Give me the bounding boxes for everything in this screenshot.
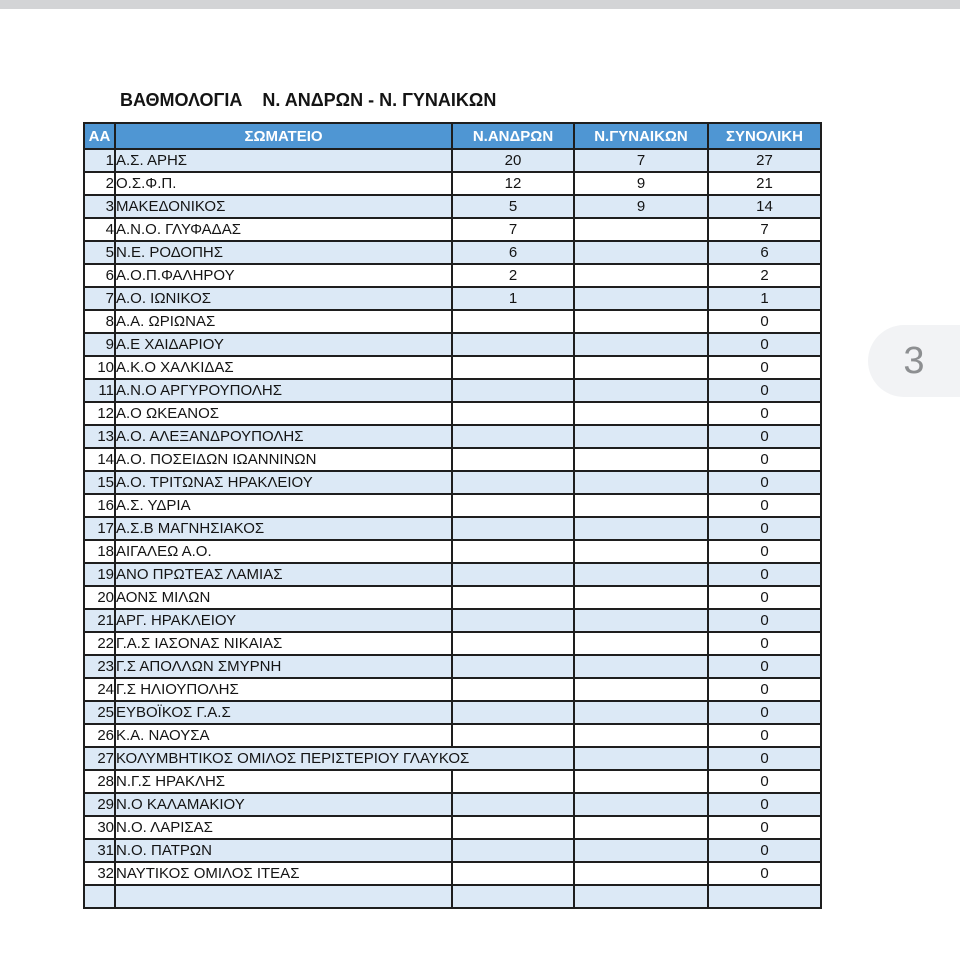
total-points-cell: 0 (708, 310, 821, 333)
total-points-cell: 0 (708, 747, 821, 770)
club-name-cell: ΑΝΟ ΠΡΩΤΕΑΣ ΛΑΜΙΑΣ (115, 563, 452, 586)
table-row (84, 425, 821, 448)
club-name-cell: Γ.Α.Σ ΙΑΣΟΝΑΣ ΝΙΚΑΙΑΣ (115, 632, 452, 655)
women-points-cell (574, 816, 708, 839)
table-row (84, 724, 821, 747)
men-points-cell: 2 (452, 264, 574, 287)
women-points-cell (574, 471, 708, 494)
rank-cell: 12 (84, 402, 115, 425)
club-name-cell: ΜΑΚΕΔΟΝΙΚΟΣ (115, 195, 452, 218)
rank-cell: 30 (84, 816, 115, 839)
men-points-cell (452, 356, 574, 379)
total-points-cell: 0 (708, 471, 821, 494)
club-name-cell: Α.Ο. ΑΛΕΞΑΝΔΡΟΥΠΟΛΗΣ (115, 425, 452, 448)
rank-cell: 15 (84, 471, 115, 494)
women-points-cell (574, 586, 708, 609)
total-points-cell: 0 (708, 448, 821, 471)
total-points-cell: 0 (708, 379, 821, 402)
men-points-cell (452, 563, 574, 586)
club-name-cell: Α.Κ.Ο ΧΑΛΚΙΔΑΣ (115, 356, 452, 379)
women-points-cell (574, 517, 708, 540)
total-points-cell: 0 (708, 425, 821, 448)
men-points-cell (452, 402, 574, 425)
women-points-cell (574, 724, 708, 747)
total-points-cell: 6 (708, 241, 821, 264)
rank-cell: 3 (84, 195, 115, 218)
rank-cell: 19 (84, 563, 115, 586)
men-points-cell: 6 (452, 241, 574, 264)
empty-cell (452, 885, 574, 908)
club-name-cell: Α.Ο. ΠΟΣΕΙΔΩΝ ΙΩΑΝΝΙΝΩΝ (115, 448, 452, 471)
table-row (84, 793, 821, 816)
women-points-cell (574, 793, 708, 816)
total-points-cell: 1 (708, 287, 821, 310)
rank-cell: 13 (84, 425, 115, 448)
table-row-partial (84, 885, 821, 908)
men-points-cell (452, 471, 574, 494)
rank-cell: 2 (84, 172, 115, 195)
men-points-cell (452, 586, 574, 609)
rank-cell: 29 (84, 793, 115, 816)
men-points-cell: 5 (452, 195, 574, 218)
total-points-cell: 0 (708, 563, 821, 586)
women-points-cell (574, 425, 708, 448)
women-points-cell (574, 448, 708, 471)
men-points-cell (452, 494, 574, 517)
total-points-cell: 0 (708, 402, 821, 425)
total-points-cell: 0 (708, 632, 821, 655)
total-points-cell: 0 (708, 655, 821, 678)
rank-cell: 1 (84, 149, 115, 172)
total-points-cell: 0 (708, 862, 821, 885)
rank-cell: 6 (84, 264, 115, 287)
total-points-cell: 0 (708, 770, 821, 793)
club-name-cell: Ν.Ε. ΡΟΔΟΠΗΣ (115, 241, 452, 264)
rank-cell: 14 (84, 448, 115, 471)
page-number-badge (868, 325, 960, 397)
total-points-cell: 0 (708, 793, 821, 816)
women-points-cell (574, 655, 708, 678)
empty-cell (115, 885, 452, 908)
table-row (84, 356, 821, 379)
table-row (84, 517, 821, 540)
men-points-cell (452, 724, 574, 747)
club-name-cell: Ν.Γ.Σ ΗΡΑΚΛΗΣ (115, 770, 452, 793)
rank-cell: 32 (84, 862, 115, 885)
club-name-cell: Γ.Σ ΑΠΟΛΛΩΝ ΣΜΥΡΝΗ (115, 655, 452, 678)
club-name-cell: ΑΟΝΣ ΜΙΛΩΝ (115, 586, 452, 609)
men-points-cell (452, 310, 574, 333)
empty-cell (574, 885, 708, 908)
rank-cell: 25 (84, 701, 115, 724)
women-points-cell (574, 264, 708, 287)
women-points-cell: 7 (574, 149, 708, 172)
women-points-cell (574, 770, 708, 793)
men-points-cell (452, 425, 574, 448)
rank-cell: 20 (84, 586, 115, 609)
club-name-cell: Α.Σ.Β ΜΑΓΝΗΣΙΑΚΟΣ (115, 517, 452, 540)
rank-cell: 21 (84, 609, 115, 632)
club-name-cell: Ν.Ο. ΛΑΡΙΣΑΣ (115, 816, 452, 839)
table-row (84, 655, 821, 678)
men-points-cell (452, 655, 574, 678)
table-row (84, 448, 821, 471)
men-points-cell (452, 701, 574, 724)
club-name-cell: Α.Ο ΩΚΕΑΝΟΣ (115, 402, 452, 425)
rank-cell: 9 (84, 333, 115, 356)
club-name-cell: Α.Ε ΧΑΙΔΑΡΙΟΥ (115, 333, 452, 356)
table-row (84, 310, 821, 333)
men-points-cell (452, 678, 574, 701)
total-points-cell: 0 (708, 678, 821, 701)
table-row (84, 172, 821, 195)
rank-cell: 8 (84, 310, 115, 333)
total-points-cell: 14 (708, 195, 821, 218)
rank-cell: 5 (84, 241, 115, 264)
women-points-cell (574, 379, 708, 402)
rank-cell: 10 (84, 356, 115, 379)
table-row (84, 678, 821, 701)
women-points-cell (574, 540, 708, 563)
table-row (84, 701, 821, 724)
rank-cell: 16 (84, 494, 115, 517)
women-points-cell (574, 839, 708, 862)
club-name-cell: ΕΥΒΟΪΚΟΣ Γ.Α.Σ (115, 701, 452, 724)
men-points-cell (452, 517, 574, 540)
empty-cell (84, 885, 115, 908)
rank-cell: 28 (84, 770, 115, 793)
women-points-cell (574, 632, 708, 655)
club-name-cell: Α.Ο.Π.ΦΑΛΗΡΟΥ (115, 264, 452, 287)
women-points-cell (574, 287, 708, 310)
top-strip (0, 0, 960, 9)
club-name-cell: ΑΙΓΑΛΕΩ Α.Ο. (115, 540, 452, 563)
men-points-cell (452, 540, 574, 563)
column-header-men: Ν.ΑΝΔΡΩΝ (452, 123, 574, 149)
table-row (84, 862, 821, 885)
men-points-cell (452, 632, 574, 655)
column-header-club: ΣΩΜΑΤΕΙΟ (115, 123, 452, 149)
total-points-cell: 0 (708, 816, 821, 839)
empty-cell (708, 885, 821, 908)
total-points-cell: 7 (708, 218, 821, 241)
club-name-cell: Α.Ν.Ο. ΓΛΥΦΑΔΑΣ (115, 218, 452, 241)
table-row (84, 609, 821, 632)
club-name-cell: Α.Σ. ΥΔΡΙΑ (115, 494, 452, 517)
total-points-cell: 0 (708, 517, 821, 540)
table-row (84, 494, 821, 517)
table-row (84, 402, 821, 425)
women-points-cell (574, 402, 708, 425)
rank-cell: 31 (84, 839, 115, 862)
club-name-cell: Ο.Σ.Φ.Π. (115, 172, 452, 195)
rank-cell: 27 (84, 747, 115, 770)
women-points-cell (574, 494, 708, 517)
table-row (84, 747, 821, 770)
total-points-cell: 0 (708, 540, 821, 563)
men-points-cell (452, 770, 574, 793)
table-row (84, 816, 821, 839)
rank-cell: 22 (84, 632, 115, 655)
women-points-cell (574, 333, 708, 356)
rank-cell: 11 (84, 379, 115, 402)
table-row (84, 471, 821, 494)
page-number-label: 3 (903, 339, 925, 382)
men-points-cell (452, 816, 574, 839)
table-row (84, 218, 821, 241)
total-points-cell: 27 (708, 149, 821, 172)
rank-cell: 17 (84, 517, 115, 540)
women-points-cell (574, 218, 708, 241)
column-header-aa: ΑΑ (84, 123, 115, 149)
men-points-cell (452, 609, 574, 632)
club-name-cell: ΑΡΓ. ΗΡΑΚΛΕΙΟΥ (115, 609, 452, 632)
table-row (84, 149, 821, 172)
table-row (84, 540, 821, 563)
club-name-cell: Ν.Ο. ΠΑΤΡΩΝ (115, 839, 452, 862)
header-row (84, 123, 821, 149)
club-name-cell: Α.Σ. ΑΡΗΣ (115, 149, 452, 172)
total-points-cell: 0 (708, 724, 821, 747)
men-points-cell: 7 (452, 218, 574, 241)
total-points-cell: 0 (708, 494, 821, 517)
page-title: ΒΑΘΜΟΛΟΓΙΑ Ν. ΑΝΔΡΩΝ - Ν. ΓΥΝΑΙΚΩΝ (120, 90, 497, 110)
club-name-cell: Α.Ο. ΙΩΝΙΚΟΣ (115, 287, 452, 310)
club-name-cell: Α.Ν.Ο ΑΡΓΥΡΟΥΠΟΛΗΣ (115, 379, 452, 402)
total-points-cell: 0 (708, 839, 821, 862)
women-points-cell (574, 310, 708, 333)
women-points-cell (574, 701, 708, 724)
women-points-cell (574, 241, 708, 264)
men-points-cell: 12 (452, 172, 574, 195)
men-points-cell: 20 (452, 149, 574, 172)
men-points-cell (452, 333, 574, 356)
men-points-cell (452, 793, 574, 816)
total-points-cell: 0 (708, 333, 821, 356)
women-points-cell: 9 (574, 172, 708, 195)
rank-cell: 4 (84, 218, 115, 241)
total-points-cell: 2 (708, 264, 821, 287)
club-name-cell: Α.Α. ΩΡΙΩΝΑΣ (115, 310, 452, 333)
women-points-cell (574, 356, 708, 379)
men-points-cell (452, 448, 574, 471)
club-name-cell: Ν.Ο ΚΑΛΑΜΑΚΙΟΥ (115, 793, 452, 816)
total-points-cell: 0 (708, 586, 821, 609)
women-points-cell (574, 678, 708, 701)
table-row (84, 333, 821, 356)
women-points-cell (574, 747, 708, 770)
table-row (84, 241, 821, 264)
table-row (84, 586, 821, 609)
club-name-cell: Γ.Σ ΗΛΙΟΥΠΟΛΗΣ (115, 678, 452, 701)
club-name-cell: ΝΑΥΤΙΚΟΣ ΟΜΙΛΟΣ ΙΤΕΑΣ (115, 862, 452, 885)
rank-cell: 7 (84, 287, 115, 310)
men-points-cell (452, 379, 574, 402)
rank-cell: 18 (84, 540, 115, 563)
rank-cell: 24 (84, 678, 115, 701)
women-points-cell: 9 (574, 195, 708, 218)
club-name-cell: ΚΟΛΥΜΒΗΤΙΚΟΣ ΟΜΙΛΟΣ ΠΕΡΙΣΤΕΡΙΟΥ ΓΛΑΥΚΟΣ (115, 747, 574, 770)
club-name-cell: Κ.Α. ΝΑΟΥΣΑ (115, 724, 452, 747)
men-points-cell (452, 839, 574, 862)
table-row (84, 287, 821, 310)
table-row (84, 563, 821, 586)
standings-table (83, 122, 822, 909)
table-row (84, 379, 821, 402)
men-points-cell (452, 862, 574, 885)
total-points-cell: 0 (708, 609, 821, 632)
table-row (84, 264, 821, 287)
women-points-cell (574, 563, 708, 586)
column-header-total: ΣΥΝΟΛΙΚΗ (708, 123, 821, 149)
total-points-cell: 0 (708, 701, 821, 724)
table-row (84, 632, 821, 655)
women-points-cell (574, 609, 708, 632)
women-points-cell (574, 862, 708, 885)
rank-cell: 26 (84, 724, 115, 747)
column-header-women: Ν.ΓΥΝΑΙΚΩΝ (574, 123, 708, 149)
table-row (84, 195, 821, 218)
men-points-cell: 1 (452, 287, 574, 310)
total-points-cell: 21 (708, 172, 821, 195)
total-points-cell: 0 (708, 356, 821, 379)
rank-cell: 23 (84, 655, 115, 678)
table-row (84, 770, 821, 793)
table-row (84, 839, 821, 862)
club-name-cell: Α.Ο. ΤΡΙΤΩΝΑΣ ΗΡΑΚΛΕΙΟΥ (115, 471, 452, 494)
